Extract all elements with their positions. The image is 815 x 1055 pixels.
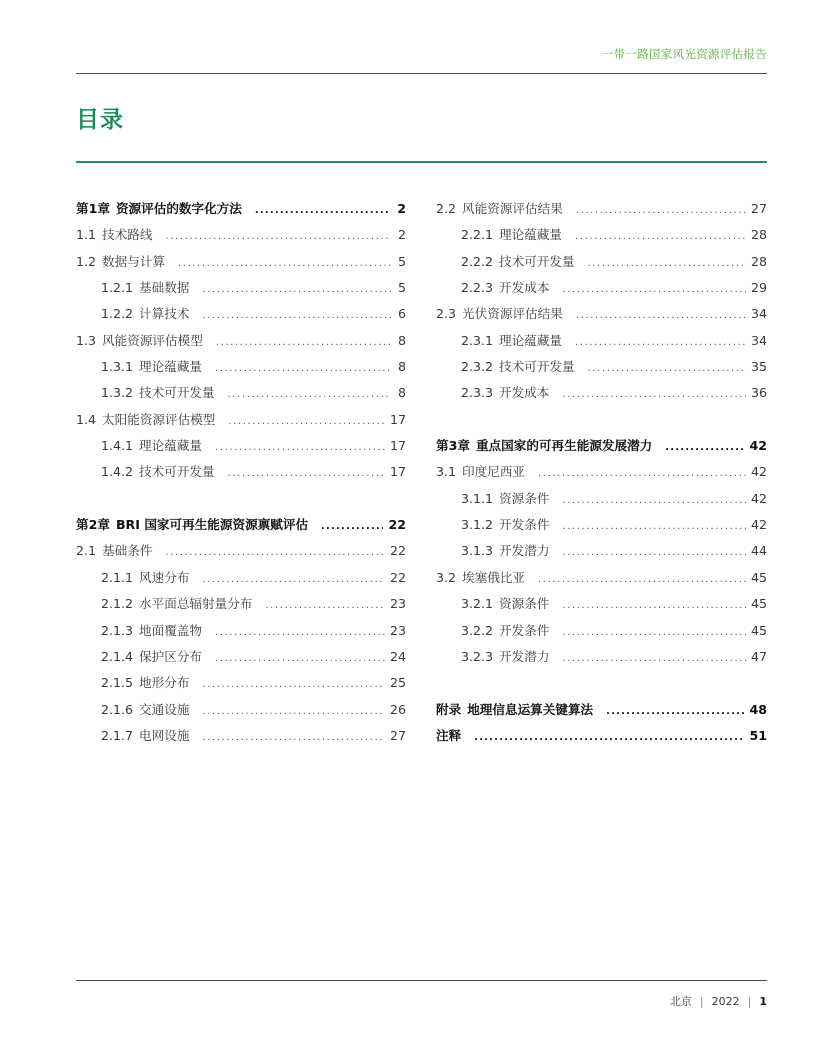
toc-entry-title: 风速分布 xyxy=(139,569,190,585)
toc-entry-page: 25 xyxy=(389,675,406,691)
toc-entry-number: 附录 xyxy=(436,701,462,717)
toc-entry-page: 8 xyxy=(397,359,406,375)
toc-column-right xyxy=(436,198,767,751)
toc-entry-number: 1.2 xyxy=(76,253,97,269)
toc-leader-dots xyxy=(165,231,391,242)
toc-leader-dots xyxy=(215,653,385,664)
toc-leader-dots xyxy=(165,547,385,558)
toc-entry-title: 地面覆盖物 xyxy=(139,622,203,638)
toc-entry-title: 资源条件 xyxy=(499,596,550,612)
toc-leader-dots xyxy=(562,547,746,558)
toc-entry-title: 基础数据 xyxy=(139,280,190,296)
toc-entry-page: 35 xyxy=(750,359,767,375)
toc-entry-number: 第1章 xyxy=(76,201,110,216)
toc-entry[interactable] xyxy=(436,514,767,540)
toc-entry-title: 地理信息运算关键算法 xyxy=(467,701,594,717)
footer-page-number: 1 xyxy=(759,995,767,1008)
toc-entry-page: 8 xyxy=(397,332,406,348)
toc-chapter-entry[interactable] xyxy=(76,514,406,540)
toc-entry-page: 42 xyxy=(749,438,767,454)
toc-entry-number: 2.1.7 xyxy=(101,727,134,743)
footer-divider xyxy=(76,980,767,981)
toc-leader-dots xyxy=(562,627,746,638)
toc-entry-number: 3.1.2 xyxy=(461,517,494,533)
toc-entry[interactable] xyxy=(76,725,406,751)
toc-entry-number: 1.2.1 xyxy=(101,280,134,296)
toc-leader-dots xyxy=(576,310,746,321)
toc-entry-number: 第2章 xyxy=(76,517,110,533)
toc-entry-number: 3.2.3 xyxy=(461,648,494,664)
toc-entry-title: 保护区分布 xyxy=(139,648,203,664)
toc-entry[interactable] xyxy=(436,356,767,382)
toc-entry-page: 22 xyxy=(388,517,406,533)
toc-entry-number: 2.3.3 xyxy=(461,385,494,401)
toc-entry[interactable] xyxy=(436,461,767,487)
toc-entry-number: 2.3 xyxy=(436,306,457,322)
toc-entry[interactable] xyxy=(76,251,406,277)
toc-leader-dots xyxy=(606,706,744,717)
toc-entry-page: 22 xyxy=(389,543,406,559)
toc-entry-number: 1.3.1 xyxy=(101,359,134,375)
toc-entry-title: 开发条件 xyxy=(499,622,550,638)
page-footer xyxy=(670,993,767,1009)
toc-entry[interactable] xyxy=(76,435,406,461)
toc-chapter-entry[interactable] xyxy=(436,725,767,751)
toc-entry-title: 水平面总辐射量分布 xyxy=(139,596,253,612)
toc-entry[interactable] xyxy=(436,382,767,408)
toc-entry-page: 26 xyxy=(389,701,406,717)
toc-leader-dots xyxy=(202,284,391,295)
toc-leader-dots xyxy=(216,337,391,348)
page-title: 目录 xyxy=(76,107,124,133)
toc-entry-page: 47 xyxy=(750,648,767,664)
toc-leader-dots xyxy=(202,732,385,743)
toc-entry[interactable] xyxy=(436,488,767,514)
toc-entry-page: 6 xyxy=(397,306,406,322)
toc-entry[interactable] xyxy=(436,330,767,356)
toc-leader-dots xyxy=(215,363,391,374)
toc-leader-dots xyxy=(202,310,391,321)
toc-entry-page: 2 xyxy=(397,201,406,216)
toc-entry-title: 光伏资源评估结果 xyxy=(462,306,563,322)
toc-entry-number: 2.1.5 xyxy=(101,675,134,691)
toc-entry-page: 44 xyxy=(750,543,767,559)
toc-entry-page: 17 xyxy=(389,411,406,427)
toc-entry-number: 3.2.1 xyxy=(461,596,494,612)
toc-entry-title: 理论蕴藏量 xyxy=(139,359,203,375)
toc-entry-page: 34 xyxy=(750,332,767,348)
toc-entry[interactable] xyxy=(76,540,406,566)
toc-leader-dots xyxy=(576,205,746,216)
toc-entry-number: 2.1.4 xyxy=(101,648,134,664)
toc-entry[interactable] xyxy=(76,699,406,725)
toc-entry-page: 5 xyxy=(397,280,406,296)
toc-entry-number: 2.2.1 xyxy=(461,227,494,243)
toc-leader-dots xyxy=(321,521,383,532)
toc-column-left xyxy=(76,198,406,751)
toc-entry-number: 2.1.2 xyxy=(101,596,134,612)
toc-spacer xyxy=(436,672,767,698)
title-divider xyxy=(76,161,767,163)
toc-entry-number: 1.4 xyxy=(76,411,97,427)
toc-entry-page: 28 xyxy=(750,253,767,269)
toc-entry[interactable] xyxy=(76,620,406,646)
toc-spacer xyxy=(436,409,767,435)
toc-entry[interactable] xyxy=(76,277,406,303)
toc-entry-page: 45 xyxy=(750,622,767,638)
toc-entry-title: 计算技术 xyxy=(139,306,190,322)
toc-spacer xyxy=(76,488,406,514)
toc-entry[interactable] xyxy=(436,224,767,250)
toc-entry-number: 2.2.2 xyxy=(461,253,494,269)
toc-leader-dots xyxy=(202,679,385,690)
toc-entry-title: 太阳能资源评估模型 xyxy=(102,411,216,427)
toc-entry-number: 3.1.3 xyxy=(461,543,494,559)
toc-entry[interactable] xyxy=(436,567,767,593)
toc-leader-dots xyxy=(474,732,744,743)
footer-separator: | xyxy=(747,995,752,1008)
toc-entry-number: 2.2.3 xyxy=(461,280,494,296)
toc-entry-number: 2.3.1 xyxy=(461,332,494,348)
toc-entry-title: 数据与计算 xyxy=(102,253,165,269)
footer-city: 北京 xyxy=(669,995,692,1008)
toc-entry-title: 技术可开发量 xyxy=(499,359,575,375)
toc-entry[interactable] xyxy=(436,646,767,672)
toc-entry-title: 交通设施 xyxy=(139,701,190,717)
toc-entry[interactable] xyxy=(76,593,406,619)
toc-entry-page: 22 xyxy=(389,569,406,585)
toc-leader-dots xyxy=(562,600,746,611)
toc-leader-dots xyxy=(215,442,385,453)
toc-entry-page: 42 xyxy=(750,517,767,533)
toc-entry-page: 42 xyxy=(750,490,767,506)
toc-leader-dots xyxy=(562,653,746,664)
toc-leader-dots xyxy=(562,389,746,400)
toc-leader-dots xyxy=(538,468,746,479)
toc-entry[interactable] xyxy=(76,672,406,698)
toc-entry[interactable] xyxy=(436,620,767,646)
toc-leader-dots xyxy=(538,574,746,585)
toc-entry-number: 2.1.3 xyxy=(101,622,134,638)
toc-entry-title: 技术可开发量 xyxy=(499,253,575,269)
toc-entry[interactable] xyxy=(76,646,406,672)
toc-leader-dots xyxy=(202,574,385,585)
toc-leader-dots xyxy=(588,363,746,374)
footer-separator: | xyxy=(699,995,704,1008)
toc-leader-dots xyxy=(575,231,746,242)
toc-entry-title: 理论蕴藏量 xyxy=(499,332,563,348)
toc-entry-title: 理论蕴藏量 xyxy=(499,227,563,243)
toc-leader-dots xyxy=(562,521,746,532)
toc-entry-title: 开发潜力 xyxy=(499,543,550,559)
toc-leader-dots xyxy=(228,416,385,427)
toc-leader-dots xyxy=(665,442,744,453)
toc-entry[interactable] xyxy=(436,540,767,566)
toc-entry-number: 1.1 xyxy=(76,227,97,243)
toc-entry-number: 1.4.2 xyxy=(101,464,134,480)
toc-entry-number: 1.3.2 xyxy=(101,385,134,401)
toc-entry-number: 2.2 xyxy=(436,201,457,216)
toc-entry-page: 17 xyxy=(389,438,406,454)
toc-leader-dots xyxy=(228,389,391,400)
toc-entry[interactable] xyxy=(76,224,406,250)
toc-entry-title: 技术可开发量 xyxy=(139,385,215,401)
toc-entry[interactable] xyxy=(436,593,767,619)
toc-entry-page: 27 xyxy=(750,201,767,216)
toc-entry-number: 1.4.1 xyxy=(101,438,134,454)
toc-entry-page: 17 xyxy=(389,464,406,480)
toc-entry-title: 资源条件 xyxy=(499,490,550,506)
toc-entry-page: 45 xyxy=(750,569,767,585)
toc-entry-page: 29 xyxy=(750,280,767,296)
toc-entry-number: 3.1 xyxy=(436,464,457,480)
toc-entry-page: 42 xyxy=(750,464,767,480)
toc-entry-title: 注释 xyxy=(436,727,462,743)
toc-entry-number: 2.1.1 xyxy=(101,569,134,585)
toc-entry-number: 2.1 xyxy=(76,543,97,559)
toc-entry-number: 1.3 xyxy=(76,332,97,348)
toc-entry[interactable] xyxy=(76,461,406,487)
toc-entry-page: 48 xyxy=(749,701,767,717)
toc-entry[interactable] xyxy=(76,356,406,382)
toc-entry-number: 2.3.2 xyxy=(461,359,494,375)
toc-entry-page: 5 xyxy=(397,253,406,269)
toc-entry-title: 技术路线 xyxy=(102,227,153,243)
toc-entry-page: 45 xyxy=(750,596,767,612)
toc-entry-title: 印度尼西亚 xyxy=(462,464,525,480)
toc-leader-dots xyxy=(562,284,746,295)
toc-entry-title: 重点国家的可再生能源发展潜力 xyxy=(475,438,653,454)
toc-entry-title: 地形分布 xyxy=(139,675,190,691)
toc-entry-title: 开发成本 xyxy=(499,385,550,401)
toc-entry-number: 2.1.6 xyxy=(101,701,134,717)
toc-entry-number: 第3章 xyxy=(436,438,470,454)
toc-entry-number: 1.2.2 xyxy=(101,306,134,322)
toc-entry-title: 开发潜力 xyxy=(499,648,550,664)
toc-entry-title: 风能资源评估模型 xyxy=(102,332,203,348)
header-divider xyxy=(76,73,767,74)
footer-year: 2022 xyxy=(711,995,740,1008)
toc-entry[interactable] xyxy=(76,330,406,356)
toc-leader-dots xyxy=(562,495,746,506)
toc-entry-page: 36 xyxy=(750,385,767,401)
toc-entry[interactable] xyxy=(436,277,767,303)
toc-entry[interactable] xyxy=(436,251,767,277)
toc-entry-page: 24 xyxy=(389,648,406,664)
toc-leader-dots xyxy=(215,627,385,638)
toc-entry[interactable] xyxy=(76,567,406,593)
toc-leader-dots xyxy=(588,258,746,269)
toc-entry[interactable] xyxy=(76,382,406,408)
toc-entry-number: 3.2.2 xyxy=(461,622,494,638)
toc-entry-page: 28 xyxy=(750,227,767,243)
toc-leader-dots xyxy=(265,600,385,611)
toc-entry-title: 开发成本 xyxy=(499,280,550,296)
toc-entry[interactable] xyxy=(76,303,406,329)
toc-entry-title: 资源评估的数字化方法 xyxy=(115,201,242,216)
toc-entry-page: 8 xyxy=(397,385,406,401)
toc-entry-title: 技术可开发量 xyxy=(139,464,215,480)
toc-entry[interactable] xyxy=(76,409,406,435)
toc-entry-title: 开发条件 xyxy=(499,517,550,533)
report-header-title: 一带一路国家风光资源评估报告 xyxy=(601,47,767,61)
toc-entry-page: 2 xyxy=(397,227,406,243)
toc-entry-page: 23 xyxy=(389,596,406,612)
toc-entry[interactable] xyxy=(436,303,767,329)
toc-entry-title: 理论蕴藏量 xyxy=(139,438,203,454)
toc-entry-title: 基础条件 xyxy=(102,543,153,559)
toc-leader-dots xyxy=(228,468,385,479)
toc-entry-page: 27 xyxy=(389,727,406,743)
toc-chapter-entry[interactable] xyxy=(76,198,406,224)
toc-entry-title: 埃塞俄比亚 xyxy=(462,569,525,585)
toc-entry-page: 23 xyxy=(389,622,406,638)
toc-leader-dots xyxy=(255,205,391,216)
toc-entry-title: 风能资源评估结果 xyxy=(462,201,563,216)
toc-entry-page: 34 xyxy=(750,306,767,322)
toc-chapter-entry[interactable] xyxy=(436,699,767,725)
toc-leader-dots xyxy=(575,337,746,348)
toc-entry-number: 3.2 xyxy=(436,569,457,585)
toc-leader-dots xyxy=(202,706,385,717)
toc-entry-title: 电网设施 xyxy=(139,727,190,743)
toc-entry[interactable] xyxy=(436,198,767,224)
toc-chapter-entry[interactable] xyxy=(436,435,767,461)
toc-entry-page: 51 xyxy=(749,727,767,743)
toc-leader-dots xyxy=(178,258,391,269)
toc-entry-number: 3.1.1 xyxy=(461,490,494,506)
toc-entry-title: BRI 国家可再生能源资源禀赋评估 xyxy=(115,517,309,533)
